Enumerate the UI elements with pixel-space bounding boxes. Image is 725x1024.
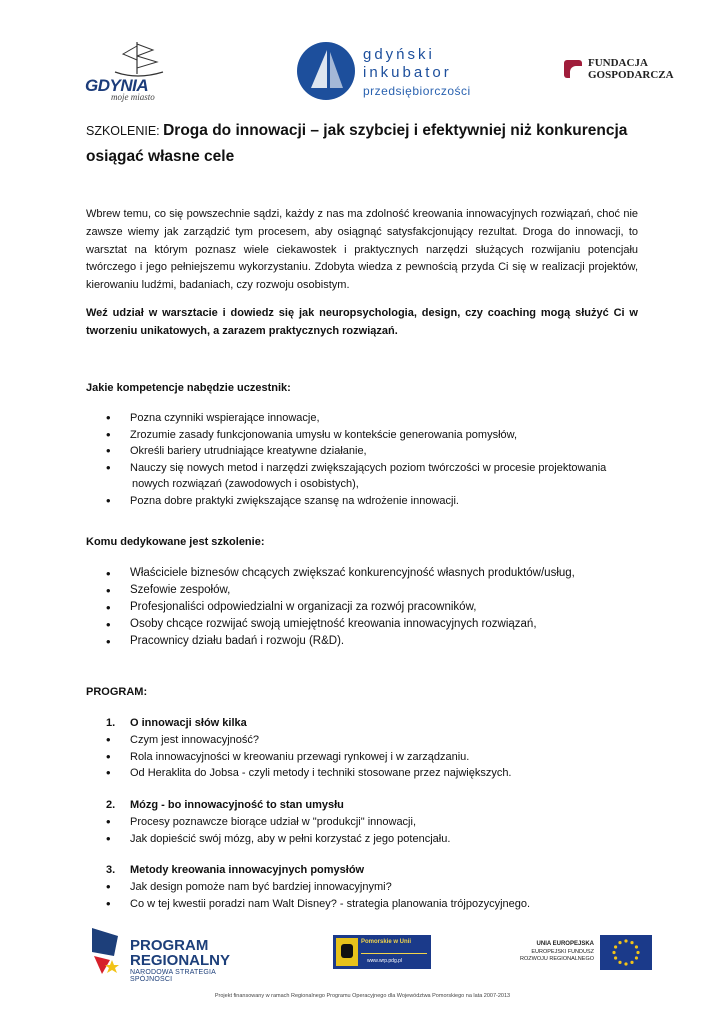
program-regionalny-mark-icon <box>88 926 124 976</box>
inkubator-sail-icon <box>297 42 355 100</box>
list-item: • Nauczy się nowych metod i narzędzi zwiększających poziom twórczości w procesie projektowania nowych rozwiązań (zawodowych i osobistych), <box>86 460 646 493</box>
eu-logo <box>512 935 652 971</box>
program-heading: PROGRAM: <box>86 686 148 698</box>
fundacja-mark-icon <box>564 60 582 78</box>
competencies-heading: Jakie kompetencje nabędzie uczestnik: <box>86 382 291 394</box>
fundacja-logo <box>564 58 684 84</box>
inkubator-line-3: przedsiębiorczości <box>363 84 471 98</box>
program-section-3 <box>86 862 646 912</box>
dedicated-list <box>86 565 646 650</box>
list-item: • Rola innowacyjności w kreowaniu przewagi rynkowej i w zarządzaniu. <box>86 749 646 766</box>
fundacja-line-2: GOSPODARCZA <box>588 69 674 81</box>
pomorskie-title: Pomorskie w Unii <box>361 939 412 945</box>
program-regionalny-line-2: REGIONALNY <box>130 952 231 969</box>
inkubator-line-2: inkubator <box>363 64 452 81</box>
list-item: • Zrozumie zasady funkcjonowania umysłu w kontekście generowania pomysłów, <box>86 427 646 444</box>
gdynia-tagline: moje miasto <box>111 92 155 102</box>
program-section-title: 1. O innowacji słów kilka <box>106 717 247 729</box>
list-item: • Właściciele biznesów chcących zwiększać konkurencyjność własnych produktów/usług, <box>86 565 646 582</box>
program-section-2 <box>86 797 646 847</box>
list-item: • Czym jest innowacyjność? <box>86 732 646 749</box>
dedicated-heading: Komu dedykowane jest szkolenie: <box>86 536 265 548</box>
list-item: • Pracownicy działu badań i rozwoju (R&D). <box>86 633 646 650</box>
pomorskie-divider <box>361 953 427 954</box>
program-regionalny-logo <box>88 926 258 983</box>
list-item: • Profesjonaliści odpowiedzialni w organizacji za rozwój pracowników, <box>86 599 646 616</box>
list-item-continuation: nowych rozwiązań (zawodowych i osobistych), <box>132 478 359 491</box>
list-item: • Pozna czynniki wspierające innowacje, <box>86 410 646 427</box>
title-main: Droga do innowacji – jak szybciej i efektywniej niż konkurencja osiągać własne cele <box>86 122 628 165</box>
intro-paragraph: Wbrew temu, co się powszechnie sądzi, każdy z nas ma zdolność kreowania innowacyjnych rozwiązań, choć nie zawsze wiemy jak zarządzić tym procesem, aby osiągnąć satysfakcjonujący rezultat. Droga do innowacji, to warsztat na którym poznasz wiele ciekawostek i praktycznych narzędzi służących rozwijaniu potencjału twórczego i jego pełniejszemu wykorzystaniu. Zdobyta wiedza z pewnością przyda Ci się w realizacji projektów, kierowaniu ludźmi, badaniach, czy rozwoju osobistym. <box>86 208 638 292</box>
list-item: • Pozna dobre praktyki zwiększające szansę na wdrożenie innowacji. <box>86 493 646 510</box>
list-item: • Co w tej kwestii poradzi nam Walt Disney? - strategia planowania trójpozycyjnego. <box>86 896 646 913</box>
inkubator-line-1: gdyński <box>363 46 435 63</box>
program-section-title: 3. Metody kreowania innowacyjnych pomysłów <box>106 864 365 876</box>
competencies-list <box>86 410 646 510</box>
program-regionalny-line-1: PROGRAM <box>130 937 209 954</box>
fundacja-line-1: FUNDACJA <box>588 57 648 69</box>
footer-note: Projekt finansowany w ramach Regionalnego Programu Operacyjnego dla Województwa Pomorskiego na lata 2007-2013 <box>214 993 511 999</box>
lead-paragraph: Weź udział w warsztacie i dowiedz się jak neuropsychologia, design, czy coaching mogą służyć Ci w tworzeniu unikatowych, a zarazem praktycznych rozwiązań. <box>86 307 638 337</box>
pomorskie-crest-icon <box>336 938 358 966</box>
pomorskie-url: www.wrp.pdg.pl <box>367 958 403 964</box>
inkubator-logo <box>297 42 487 106</box>
pomorskie-logo <box>333 935 431 969</box>
list-item: • Jak dopieścić swój mózg, aby w pełni korzystać z jego potencjału. <box>86 831 646 848</box>
list-item: • Procesy poznawcze biorące udział w "produkcji" innowacji, <box>86 814 646 831</box>
gdynia-logo <box>85 40 165 106</box>
program-section-1 <box>86 715 646 782</box>
title-prefix: SZKOLENIE: <box>86 124 164 138</box>
list-item: • Od Heraklita do Jobsa - czyli metody i techniki stosowane przez największych. <box>86 765 646 782</box>
list-item: • Określi bariery utrudniające kreatywne działanie, <box>86 443 646 460</box>
eu-line-1: UNIA EUROPEJSKA <box>536 941 594 947</box>
eu-flag-icon <box>600 935 652 970</box>
list-item: • Szefowie zespołów, <box>86 582 646 599</box>
ship-icon <box>107 40 167 80</box>
list-item: • Osoby chcące rozwijać swoją umiejętność kreowania innowacyjnych rozwiązań, <box>86 616 646 633</box>
list-item: • Jak design pomoże nam być bardziej innowacyjnymi? <box>86 879 646 896</box>
program-section-title: 2. Mózg - bo innowacyjność to stan umysłu <box>106 799 344 811</box>
eu-line-3: ROZWOJU REGIONALNEGO <box>520 956 594 962</box>
gdynia-wordmark: GDYNIA <box>85 76 149 95</box>
eu-line-2: EUROPEJSKI FUNDUSZ <box>531 949 594 955</box>
program-regionalny-line-3: NARODOWA STRATEGIA SPÓJNOŚCI <box>130 969 216 983</box>
document-title <box>86 118 646 170</box>
